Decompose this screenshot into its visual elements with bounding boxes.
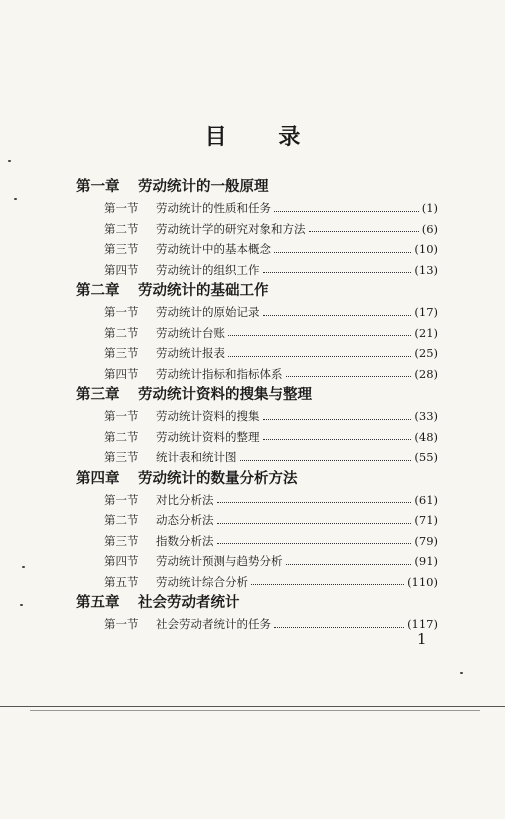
section-number: 第三节 xyxy=(104,450,139,464)
section-number: 第二节 xyxy=(104,429,139,444)
section-title: 劳动统计的原始记录 xyxy=(156,305,260,319)
section-page: (110) xyxy=(407,574,438,589)
section-title: 对比分析法 xyxy=(156,492,214,507)
section-number: 第一节 xyxy=(104,492,139,507)
dot-leader xyxy=(263,439,412,440)
section-page: (33) xyxy=(414,409,438,423)
chapter-heading xyxy=(76,384,438,406)
toc-entry xyxy=(76,551,438,572)
chapter-number: 第三章 xyxy=(76,387,120,403)
chapter-heading xyxy=(76,176,438,198)
toc-entry xyxy=(76,302,438,323)
section-page: (6) xyxy=(421,221,438,236)
toc-entry xyxy=(76,447,438,468)
dot-leader xyxy=(309,231,419,232)
chapter-title: 劳动统计的一般原理 xyxy=(138,179,269,195)
section-page: (1) xyxy=(421,201,438,215)
chapter-number: 第五章 xyxy=(76,595,120,611)
section-page: (117) xyxy=(407,617,438,631)
bottom-rule-secondary xyxy=(30,710,480,711)
section-number: 第三节 xyxy=(104,346,139,360)
toc-entry xyxy=(76,531,438,552)
section-number: 第一节 xyxy=(104,617,139,631)
section-page: (13) xyxy=(414,262,438,277)
toc-entry xyxy=(76,323,438,344)
section-number: 第一节 xyxy=(104,305,139,319)
dot-leader xyxy=(217,523,412,524)
toc-entry xyxy=(76,510,438,531)
section-number: 第四节 xyxy=(104,366,139,381)
table-of-contents xyxy=(76,176,438,635)
section-number: 第五节 xyxy=(104,574,139,589)
dot-leader xyxy=(274,211,419,212)
scan-speck xyxy=(14,198,17,200)
section-title: 劳动统计的性质和任务 xyxy=(156,201,271,215)
toc-entry xyxy=(76,572,438,593)
dot-leader xyxy=(228,356,411,357)
chapter-number: 第四章 xyxy=(76,470,120,487)
dot-leader xyxy=(240,460,412,461)
toc-entry xyxy=(76,239,438,260)
section-page: (91) xyxy=(414,554,438,568)
section-number: 第二节 xyxy=(104,513,139,527)
chapter-number: 第一章 xyxy=(76,179,120,195)
section-page: (71) xyxy=(414,513,438,527)
section-page: (25) xyxy=(414,346,438,360)
chapter-heading xyxy=(76,592,438,614)
scan-speck xyxy=(22,566,25,568)
chapter-title: 劳动统计的数量分析方法 xyxy=(138,470,298,487)
section-number: 第四节 xyxy=(104,554,139,568)
dot-leader xyxy=(286,564,412,565)
section-title: 劳动统计指标和指标体系 xyxy=(156,366,283,381)
section-page: (21) xyxy=(414,325,438,340)
section-title: 动态分析法 xyxy=(156,513,214,527)
toc-entry xyxy=(76,219,438,240)
section-page: (79) xyxy=(414,533,438,548)
chapter-heading xyxy=(76,468,438,490)
section-title: 劳动统计台账 xyxy=(156,325,225,340)
chapter-title: 社会劳动者统计 xyxy=(138,595,240,611)
section-number: 第三节 xyxy=(104,533,139,548)
dot-leader xyxy=(274,627,404,628)
dot-leader xyxy=(274,252,411,253)
section-title: 社会劳动者统计的任务 xyxy=(156,617,271,631)
section-number: 第一节 xyxy=(104,409,139,423)
section-title: 劳动统计资料的搜集 xyxy=(156,409,260,423)
toc-entry xyxy=(76,406,438,427)
dot-leader xyxy=(286,376,412,377)
section-title: 劳动统计综合分析 xyxy=(156,574,248,589)
section-page: (17) xyxy=(414,305,438,319)
toc-entry xyxy=(76,198,438,219)
section-title: 指数分析法 xyxy=(156,533,214,548)
dot-leader xyxy=(217,543,412,544)
dot-leader xyxy=(217,502,412,503)
chapter-title: 劳动统计的基础工作 xyxy=(138,283,269,299)
toc-entry xyxy=(76,427,438,448)
section-page: (10) xyxy=(414,242,438,256)
scan-speck xyxy=(20,604,23,606)
section-page: (55) xyxy=(414,450,438,464)
section-title: 劳动统计的组织工作 xyxy=(156,262,260,277)
section-page: (61) xyxy=(414,492,438,507)
section-number: 第一节 xyxy=(104,201,139,215)
scan-speck xyxy=(460,672,463,674)
chapter-title: 劳动统计资料的搜集与整理 xyxy=(138,387,312,403)
toc-entry xyxy=(76,614,438,635)
dot-leader xyxy=(251,584,404,585)
section-page: (48) xyxy=(414,429,438,444)
scan-speck xyxy=(8,160,11,162)
section-title: 劳动统计资料的整理 xyxy=(156,429,260,444)
section-number: 第三节 xyxy=(104,242,139,256)
page-number: 1 xyxy=(417,630,427,648)
toc-entry xyxy=(76,343,438,364)
section-title: 劳动统计学的研究对象和方法 xyxy=(156,221,306,236)
dot-leader xyxy=(263,272,412,273)
section-title: 劳动统计预测与趋势分析 xyxy=(156,554,283,568)
dot-leader xyxy=(263,315,412,316)
section-number: 第二节 xyxy=(104,325,139,340)
section-title: 统计表和统计图 xyxy=(156,450,237,464)
chapter-heading xyxy=(76,280,438,302)
page-title: 目 录 xyxy=(204,124,323,150)
section-page: (28) xyxy=(414,366,438,381)
dot-leader xyxy=(263,419,412,420)
toc-entry xyxy=(76,260,438,281)
dot-leader xyxy=(228,335,411,336)
section-title: 劳动统计报表 xyxy=(156,346,225,360)
section-title: 劳动统计中的基本概念 xyxy=(156,242,271,256)
toc-entry xyxy=(76,364,438,385)
bottom-rule xyxy=(0,706,505,707)
toc-entry xyxy=(76,490,438,511)
chapter-number: 第二章 xyxy=(76,283,120,299)
section-number: 第四节 xyxy=(104,262,139,277)
section-number: 第二节 xyxy=(104,221,139,236)
